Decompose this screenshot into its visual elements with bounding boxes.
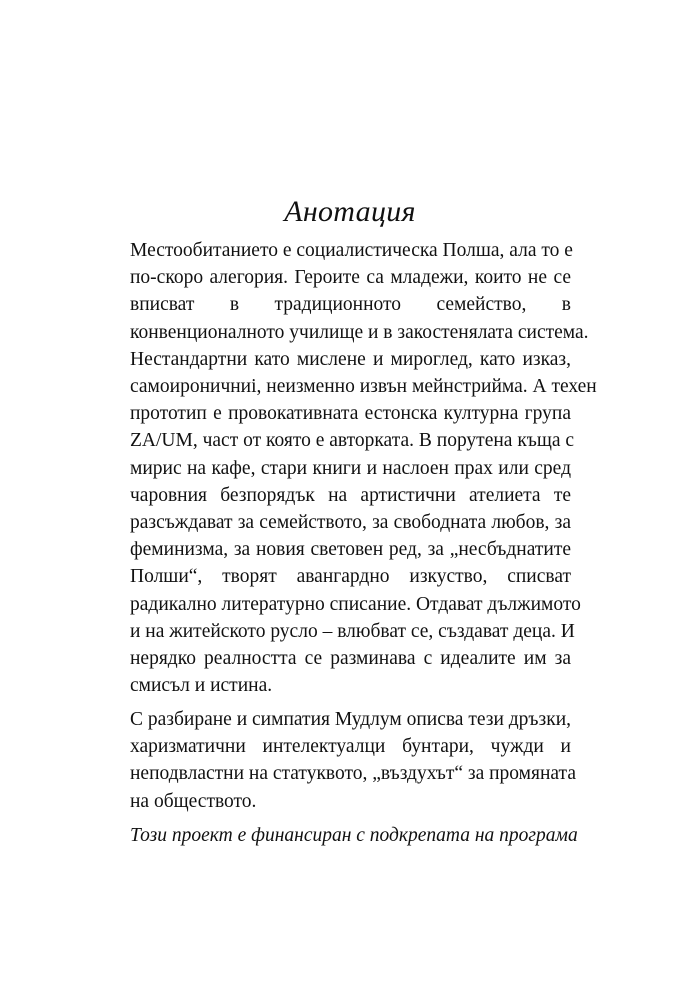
text-line: харизматични интелектуалци бунтари, чужди и (130, 736, 571, 758)
text-line: Нестандартни като мислене и мироглед, като изказ, (130, 348, 571, 370)
text-line: ZA/UM, част от която е авторката. В порутена къща с (130, 430, 575, 452)
annotation-paragraph-2 (130, 706, 576, 815)
text-line: и на житейското русло – влюбват се, създават деца. И (130, 620, 575, 642)
text-line: неподвластни на статуквото, „въздухът“ за промяната (130, 763, 576, 785)
text-line: вписват в традиционното семейство, в (130, 294, 571, 316)
text-line: смисъл и истина. (130, 675, 273, 697)
text-line: прототип е провокативната естонска културна група (130, 403, 571, 425)
text-line: Полши“, творят авангардно изкуство, списват (130, 566, 571, 588)
funding-note: Този проект е финансиран с подкрепата на програма (130, 825, 578, 846)
text-line: разсъждават за семейството, за свободната любов, за (130, 512, 571, 534)
text-line: Местообитанието е социалистическа Полша, ала то е (130, 240, 573, 261)
text-line: конвенционалното училище и в закостенялата система. (130, 321, 589, 343)
text-line: нерядко реалността се разминава с идеалите им за (130, 648, 571, 670)
text-line: радикално литературно списание. Отдават дължимото (130, 593, 581, 615)
annotation-title: Анотация (284, 195, 416, 228)
text-line: феминизма, за новия световен ред, за „несбъднатите (130, 539, 571, 561)
text-line: чаровния безпорядък на артистични ателиета те (130, 484, 571, 506)
text-line: по-скоро алегория. Героите са младежи, които не се (130, 267, 571, 289)
text-line: С разбиране и симпатия Мудлум описва тези дръзки, (130, 709, 572, 730)
text-line: самоироничниi, неизменно извън мейнстрийма. А техен (130, 376, 597, 398)
text-line: на обществото. (130, 790, 257, 812)
text-line: мирис на кафе, стари книги и наслоен прах или сред (130, 457, 571, 479)
annotation-paragraph-1 (130, 237, 597, 699)
